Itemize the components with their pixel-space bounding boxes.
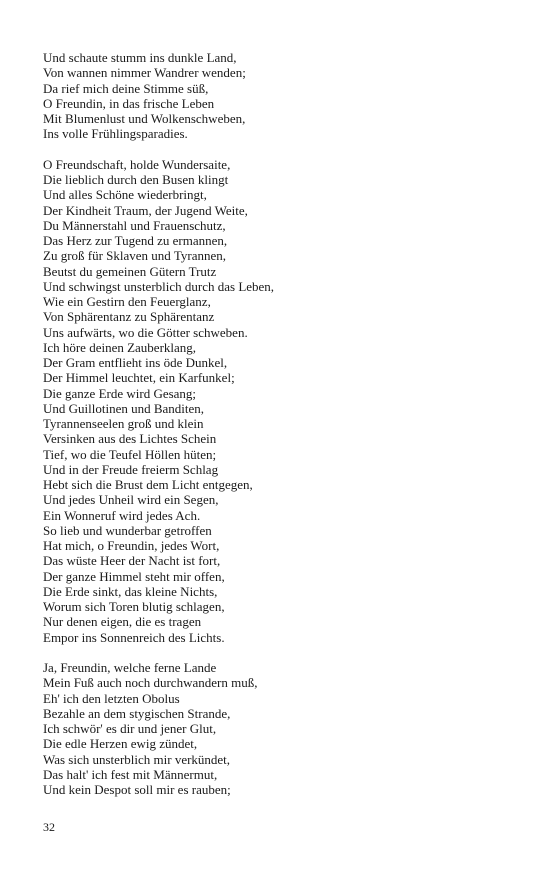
poem-line: Der Gram entflieht ins öde Dunkel, [43,355,228,370]
poem-line: Worum sich Toren blutig schlagen, [43,599,225,614]
poem-line: Tyrannenseelen groß und klein [43,416,204,431]
poem-line: Du Männerstahl und Frauenschutz, [43,217,226,233]
poem-line: Und alles Schöne wiederbringt, [43,187,207,203]
poem-line: Von Sphärentanz zu Sphärentanz [43,309,215,325]
poem-line: Ja, Freundin, welche ferne Lande [43,660,217,675]
poem-line: Uns aufwärts, wo die Götter schweben. [43,324,248,340]
poem-line: Hat mich, o Freundin, jedes Wort, [43,538,220,553]
poem-line: Mein Fuß auch noch durchwandern muß, [43,675,258,691]
poem-line: Von wannen nimmer Wandrer wenden; [43,65,246,81]
poem-text [43,50,513,813]
poem-line: Und in der Freude freierm Schlag [43,461,219,477]
poem-line: Der ganze Himmel steht mir offen, [43,568,225,584]
poem-line: Mit Blumenlust und Wolkenschweben, [43,111,246,126]
poem-line: Tief, wo die Teufel Höllen hüten; [43,446,217,462]
poem-line: Ein Wonneruf wird jedes Ach. [43,507,201,523]
poem-line: Und Guillotinen und Banditen, [43,400,205,416]
poem-line: Empor ins Sonnenreich des Lichts. [43,629,225,645]
poem-line: Die edle Herzen ewig zündet, [43,736,198,752]
poem-line: Ins volle Frühlingsparadies. [43,126,188,142]
poem-line: Der Kindheit Traum, der Jugend Weite, [43,202,248,218]
poem-line: Das wüste Heer der Nacht ist fort, [43,553,221,569]
poem-line: So lieb und wunderbar getroffen [43,522,212,538]
poem-line: Das halt' ich fest mit Männermut, [43,766,218,782]
poem-line: Die ganze Erde wird Gesang; [43,385,197,401]
poem-line: Versinken aus des Lichtes Schein [43,431,217,447]
poem-line: Und schwingst unsterblich durch das Leben, [43,278,275,294]
poem-line: Und kein Despot soll mir es rauben; [43,782,231,797]
poem-line: Bezahle an dem stygischen Strande, [43,705,231,721]
stanza [43,660,513,797]
poem-line: Ich höre deinen Zauberklang, [43,339,197,355]
stanza [43,157,513,645]
poem-line: O Freundschaft, holde Wundersaite, [43,156,231,172]
poem-line: Die lieblich durch den Busen klingt [43,172,229,187]
poem-line: Zu groß für Sklaven und Tyrannen, [43,248,226,264]
poem-line: O Freundin, in das frische Leben [43,95,215,111]
poem-line: Der Himmel leuchtet, ein Karfunkel; [43,370,235,386]
poem-line: Eh' ich den letzten Obolus [43,690,180,706]
poem-line: Und jedes Unheil wird ein Segen, [43,492,219,508]
poem-line: Hebt sich die Brust dem Licht entgegen, [43,477,253,492]
poem-line: Ich schwör' es dir und jener Glut, [43,721,217,736]
page-number: 32 [43,820,55,834]
poem-line: Das Herz zur Tugend zu ermannen, [43,233,228,248]
stanza [43,50,513,142]
poem-line: Wie ein Gestirn den Feuerglanz, [43,294,211,309]
poem-line: Da rief mich deine Stimme süß, [43,80,209,96]
poem-line: Beutst du gemeinen Gütern Trutz [43,263,217,279]
poem-line: Und schaute stumm ins dunkle Land, [43,50,237,65]
poem-line: Was sich unsterblich mir verkündet, [43,751,231,767]
poem-line: Die Erde sinkt, das kleine Nichts, [43,583,218,599]
poem-line: Nur denen eigen, die es tragen [43,614,202,630]
